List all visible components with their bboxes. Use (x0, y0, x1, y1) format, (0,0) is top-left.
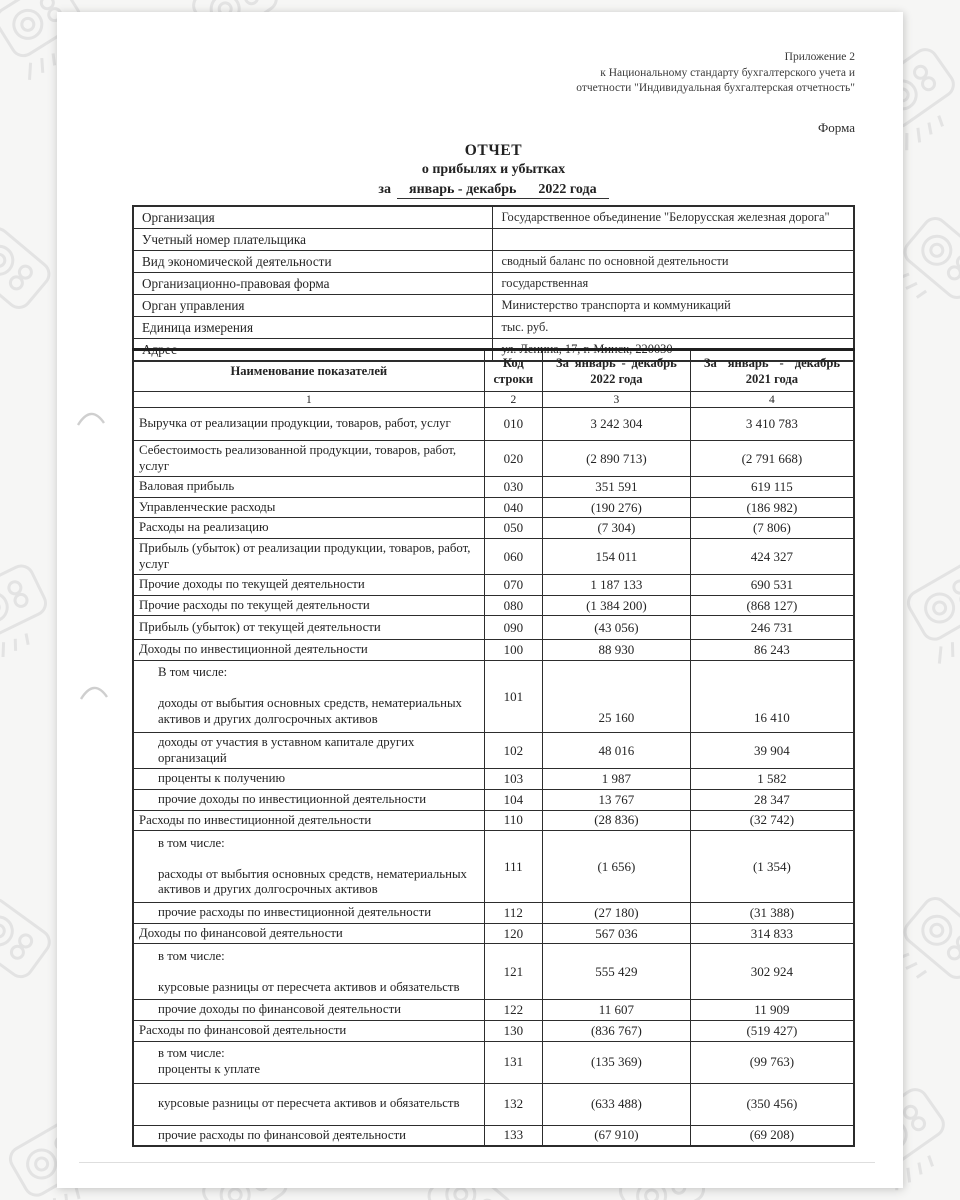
info-value: ул. Ленина, 17, г. Минск, 220030 (493, 339, 854, 362)
header-code: Код строки (484, 350, 542, 392)
row-value-2021: 424 327 (690, 539, 854, 575)
row-label: Расходы по финансовой деятельности (139, 1022, 347, 1037)
table-row (133, 640, 854, 661)
row-label-cell (133, 518, 484, 539)
table-row (133, 789, 854, 810)
row-code: 010 (484, 408, 542, 441)
table-row (133, 539, 854, 575)
row-label: Доходы по финансовой деятельности (139, 925, 343, 940)
column-number: 3 (543, 392, 691, 408)
row-code: 103 (484, 769, 542, 790)
row-value-2022: 88 930 (543, 640, 691, 661)
row-code: 060 (484, 539, 542, 575)
row-label: курсовые разницы от пересчета активов и обязательств (158, 1096, 460, 1111)
row-code: 132 (484, 1083, 542, 1125)
header-2021: За январь - декабрь 2021 года (690, 350, 854, 392)
info-row (133, 229, 854, 251)
info-label: Единица измерения (133, 317, 493, 339)
column-number: 4 (690, 392, 854, 408)
table-row (133, 903, 854, 924)
row-label-cell (133, 944, 484, 1000)
row-code: 020 (484, 441, 542, 477)
row-label: доходы от выбытия основных средств, нематериальных активов и других долгосрочных активов (158, 696, 462, 727)
table-row (133, 477, 854, 498)
row-value-2022: (633 488) (543, 1083, 691, 1125)
row-value-2022: (43 056) (543, 616, 691, 640)
table-row (133, 1083, 854, 1125)
row-value-2021: 690 531 (690, 575, 854, 596)
table-row (133, 1125, 854, 1146)
period-year: 2022 года (538, 182, 597, 197)
row-label-cell (133, 1000, 484, 1021)
row-code: 101 (484, 661, 542, 733)
row-label: курсовые разницы от пересчета активов и обязательств (158, 979, 460, 994)
row-code: 120 (484, 923, 542, 944)
row-label: Расходы на реализацию (139, 520, 269, 535)
row-label: прочие расходы по финансовой деятельности (158, 1127, 407, 1142)
period-prefix: за (378, 182, 392, 197)
row-code: 040 (484, 497, 542, 518)
row-value-2021: (186 982) (690, 497, 854, 518)
report-title (132, 142, 855, 198)
row-value-2022: 48 016 (543, 733, 691, 769)
info-value: Министерство транспорта и коммуникаций (493, 295, 854, 317)
table-row (133, 944, 854, 1000)
info-value: тыс. руб. (493, 317, 854, 339)
row-value-2021: (99 763) (690, 1041, 854, 1083)
row-value-2021: 11 909 (690, 1000, 854, 1021)
row-label: расходы от выбытия основных средств, нематериальных активов и других долгосрочных активов (158, 866, 467, 897)
row-value-2022: 567 036 (543, 923, 691, 944)
table-row (133, 518, 854, 539)
row-label: Валовая прибыль (139, 479, 235, 494)
row-label-cell (133, 1041, 484, 1083)
table-row (133, 733, 854, 769)
row-prefix: в том числе: (158, 835, 225, 850)
info-label: Организация (133, 206, 493, 229)
row-value-2022: 1 187 133 (543, 575, 691, 596)
row-code: 133 (484, 1125, 542, 1146)
row-label-cell (133, 441, 484, 477)
info-label: Орган управления (133, 295, 493, 317)
row-value-2021: (69 208) (690, 1125, 854, 1146)
appendix-line: к Национальному стандарту бухгалтерского учета и (600, 66, 855, 79)
document-page (57, 12, 903, 1188)
row-value-2021: (350 456) (690, 1083, 854, 1125)
punch-hole-mark (78, 684, 110, 702)
info-label: Вид экономической деятельности (133, 251, 493, 273)
row-value-2022: 351 591 (543, 477, 691, 498)
row-label: проценты к получению (158, 771, 286, 786)
row-code: 121 (484, 944, 542, 1000)
column-number: 1 (133, 392, 484, 408)
row-value-2021: 314 833 (690, 923, 854, 944)
row-value-2022: (1 384 200) (543, 595, 691, 616)
row-label: Расходы по инвестиционной деятельности (139, 812, 372, 827)
row-value-2021: (1 354) (690, 831, 854, 903)
organization-info-table (132, 205, 855, 362)
appendix-line: Приложение 2 (784, 51, 855, 63)
table-row (133, 1000, 854, 1021)
row-value-2022: (1 656) (543, 831, 691, 903)
row-value-2022: 3 242 304 (543, 408, 691, 441)
row-code: 070 (484, 575, 542, 596)
column-number: 2 (484, 392, 542, 408)
info-row (133, 317, 854, 339)
profit-loss-table-body (133, 408, 854, 1147)
row-value-2021: 302 924 (690, 944, 854, 1000)
row-code: 050 (484, 518, 542, 539)
row-label: Прибыль (убыток) от реализации продукции, товаров, работ, услуг (139, 541, 471, 571)
row-code: 104 (484, 789, 542, 810)
table-row (133, 441, 854, 477)
row-label: Доходы по инвестиционной деятельности (139, 642, 368, 657)
row-label: Прочие доходы по текущей деятельности (139, 577, 365, 592)
row-label-cell (133, 595, 484, 616)
row-prefix: в том числе: (158, 1046, 225, 1061)
row-code: 090 (484, 616, 542, 640)
row-code: 130 (484, 1020, 542, 1041)
info-row (133, 206, 854, 229)
row-label-cell (133, 1083, 484, 1125)
header-2022: За январь - декабрь 2022 года (543, 350, 691, 392)
column-number-row (133, 392, 854, 408)
table-row (133, 1020, 854, 1041)
row-label-cell (133, 616, 484, 640)
row-value-2021: (7 806) (690, 518, 854, 539)
row-label-cell (133, 1020, 484, 1041)
row-value-2022: (7 304) (543, 518, 691, 539)
organization-info-body (133, 206, 854, 361)
row-label: Прочие расходы по текущей деятельности (139, 597, 370, 612)
appendix-line: отчетности "Индивидуальная бухгалтерская отчетность" (576, 82, 855, 94)
row-label-cell (133, 477, 484, 498)
table-row (133, 595, 854, 616)
row-value-2021: (32 742) (690, 810, 854, 831)
row-code: 110 (484, 810, 542, 831)
info-value: Государственное объединение "Белорусская железная дорога" (493, 206, 854, 229)
row-value-2022: (836 767) (543, 1020, 691, 1041)
row-label-cell (133, 769, 484, 790)
row-value-2021: 28 347 (690, 789, 854, 810)
row-code: 080 (484, 595, 542, 616)
table-header-row (133, 350, 854, 392)
row-value-2021: (868 127) (690, 595, 854, 616)
info-row (133, 295, 854, 317)
row-value-2022: (28 836) (543, 810, 691, 831)
period-months: январь - декабрь (409, 182, 517, 197)
row-value-2021: 619 115 (690, 477, 854, 498)
table-row (133, 575, 854, 596)
row-label: Управленческие расходы (139, 499, 276, 514)
row-value-2022: 1 987 (543, 769, 691, 790)
row-code: 100 (484, 640, 542, 661)
table-row (133, 831, 854, 903)
row-value-2022: (2 890 713) (543, 441, 691, 477)
row-prefix: В том числе: (158, 665, 228, 680)
row-value-2022: 154 011 (543, 539, 691, 575)
table-row (133, 408, 854, 441)
row-label-cell (133, 903, 484, 924)
info-label: Организационно-правовая форма (133, 273, 493, 295)
row-value-2021: 3 410 783 (690, 408, 854, 441)
header-name: Наименование показателей (133, 350, 484, 392)
table-row (133, 923, 854, 944)
row-value-2021: 16 410 (690, 661, 854, 733)
table-row (133, 769, 854, 790)
appendix-note (425, 50, 855, 97)
info-value: сводный баланс по основной деятельности (493, 251, 854, 273)
row-value-2021: (31 388) (690, 903, 854, 924)
row-code: 112 (484, 903, 542, 924)
row-label-cell (133, 575, 484, 596)
row-label-cell (133, 810, 484, 831)
row-value-2021: (2 791 668) (690, 441, 854, 477)
row-label-cell (133, 497, 484, 518)
info-label: Адрес (133, 339, 493, 362)
info-row (133, 251, 854, 273)
row-label-cell (133, 923, 484, 944)
row-label-cell (133, 539, 484, 575)
row-value-2022: (135 369) (543, 1041, 691, 1083)
row-code: 122 (484, 1000, 542, 1021)
row-code: 131 (484, 1041, 542, 1083)
row-label: прочие доходы по инвестиционной деятельности (158, 791, 427, 806)
row-label-cell (133, 789, 484, 810)
row-label: Выручка от реализации продукции, товаров, работ, услуг (139, 416, 451, 431)
info-value: государственная (493, 273, 854, 295)
row-value-2022: 13 767 (543, 789, 691, 810)
row-label-cell (133, 640, 484, 661)
row-value-2022: 25 160 (543, 661, 691, 733)
row-prefix: в том числе: (158, 948, 225, 963)
row-label: Себестоимость реализованной продукции, товаров, работ, услуг (139, 443, 457, 473)
row-value-2022: 11 607 (543, 1000, 691, 1021)
row-value-2022: (67 910) (543, 1125, 691, 1146)
table-row (133, 810, 854, 831)
row-value-2022: (190 276) (543, 497, 691, 518)
row-value-2022: (27 180) (543, 903, 691, 924)
table-row (133, 661, 854, 733)
report-title-line2: о прибылях и убытках (421, 162, 566, 177)
row-label-cell (133, 1125, 484, 1146)
info-value (493, 229, 854, 251)
row-value-2021: 39 904 (690, 733, 854, 769)
row-label: проценты к уплате (158, 1062, 261, 1077)
row-value-2021: 246 731 (690, 616, 854, 640)
row-label-cell (133, 733, 484, 769)
row-label-cell (133, 408, 484, 441)
row-code: 030 (484, 477, 542, 498)
row-label-cell (133, 661, 484, 733)
punch-hole-mark (75, 410, 107, 428)
row-label: Прибыль (убыток) от текущей деятельности (139, 620, 381, 635)
report-title-line1: ОТЧЕТ (464, 142, 523, 159)
row-label: прочие расходы по инвестиционной деятельности (158, 905, 432, 920)
form-label: Форма (818, 120, 855, 135)
profit-loss-table (132, 348, 855, 1147)
table-row (133, 1041, 854, 1083)
row-value-2022: 555 429 (543, 944, 691, 1000)
row-code: 111 (484, 831, 542, 903)
row-label: доходы от участия в уставном капитале других организаций (158, 735, 415, 765)
row-code: 102 (484, 733, 542, 769)
info-label: Учетный номер плательщика (133, 229, 493, 251)
row-value-2021: 86 243 (690, 640, 854, 661)
row-label-cell (133, 831, 484, 903)
table-row (133, 497, 854, 518)
report-period (132, 182, 855, 198)
scan-edge-line (79, 1162, 875, 1163)
row-value-2021: (519 427) (690, 1020, 854, 1041)
table-row (133, 616, 854, 640)
row-value-2021: 1 582 (690, 769, 854, 790)
row-label: прочие доходы по финансовой деятельности (158, 1002, 402, 1017)
info-row (133, 273, 854, 295)
